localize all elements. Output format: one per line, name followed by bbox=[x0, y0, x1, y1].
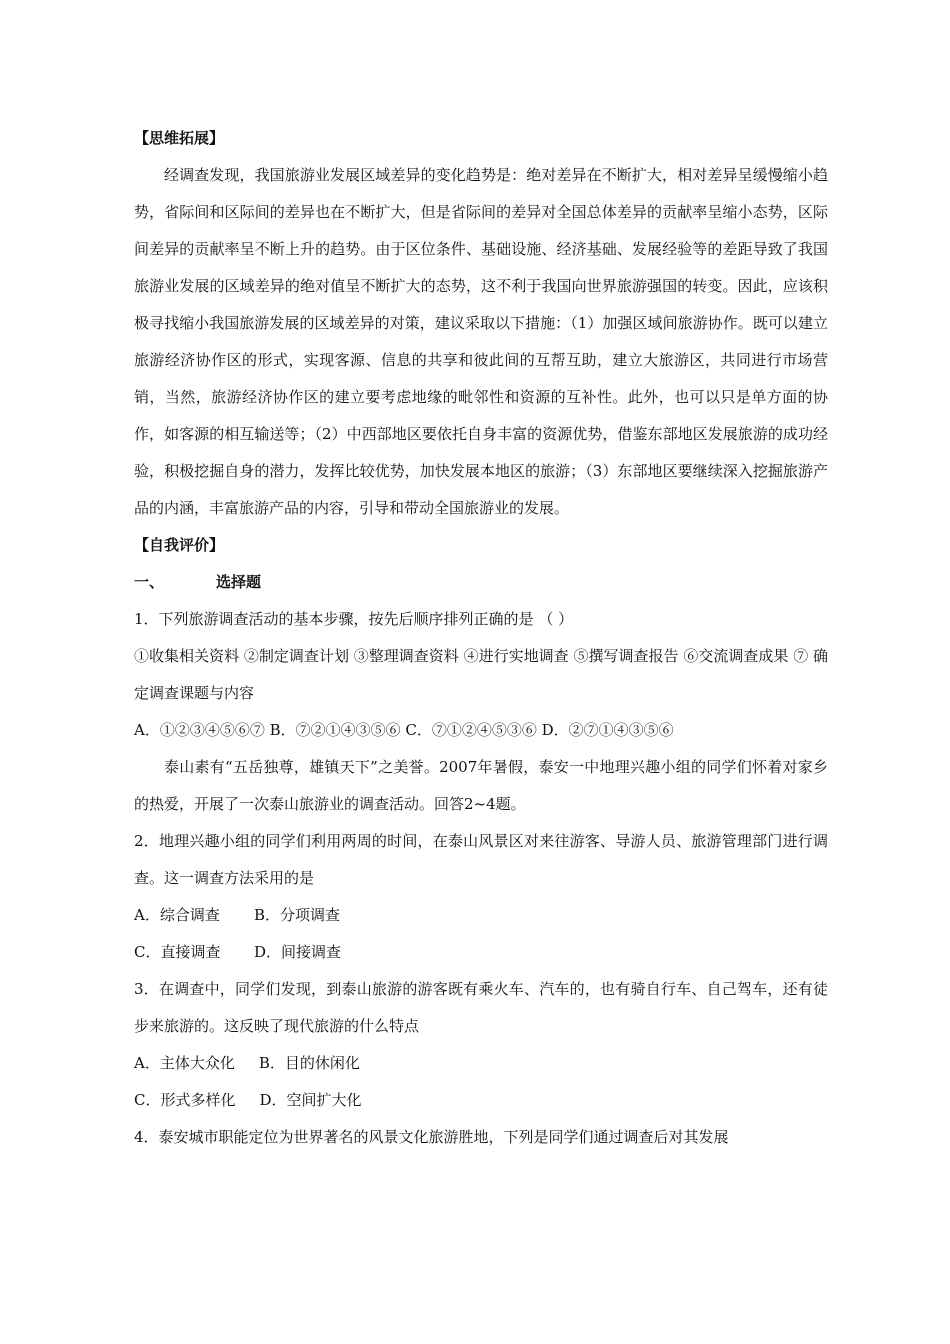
self-eval-heading: 【自我评价】 bbox=[134, 536, 225, 554]
q2-option-b: B．分项调查 bbox=[254, 906, 341, 924]
q1-steps: ①收集相关资料 ②制定调查计划 ③整理调查资料 ④进行实地调查 ⑤撰写调查报告 ⑥交流调查成果 ⑦ 确定调查课题与内容 bbox=[134, 647, 828, 702]
q3-options-row-1 bbox=[134, 1045, 828, 1082]
q3-options-row-2 bbox=[134, 1082, 828, 1119]
q3-option-a: A．主体大众化 bbox=[134, 1054, 235, 1072]
q2-stem: 2．地理兴趣小组的同学们利用两周的时间，在泰山风景区对来往游客、导游人员、旅游管理部门进行调查。这一调查方法采用的是 bbox=[134, 832, 828, 887]
q2-options-row-2 bbox=[134, 934, 828, 971]
q2-options-row-1 bbox=[134, 897, 828, 934]
section-number: 一、 bbox=[134, 573, 165, 591]
q3-option-c: C．形式多样化 bbox=[134, 1091, 236, 1109]
q2-option-a: A．综合调查 bbox=[134, 906, 220, 924]
section-title bbox=[134, 564, 828, 601]
context-paragraph: 泰山素有“五岳独尊，雄镇天下”之美誉。2007年暑假，泰安一中地理兴趣小组的同学们怀着对家乡的热爱，开展了一次泰山旅游业的调查活动。回答2~4题。 bbox=[134, 758, 828, 813]
q1-stem: 1．下列旅游调查活动的基本步骤，按先后顺序排列正确的是 （ ） bbox=[134, 610, 574, 628]
thinking-heading: 【思维拓展】 bbox=[134, 129, 225, 147]
q3-option-d: D．空间扩大化 bbox=[259, 1091, 362, 1109]
section-label: 选择题 bbox=[216, 573, 262, 591]
q2-option-d: D．间接调查 bbox=[254, 943, 342, 961]
q1-options: A．①②③④⑤⑥⑦ B．⑦②①④③⑤⑥ C．⑦①②④⑤③⑥ D．②⑦①④③⑤⑥ bbox=[134, 721, 674, 739]
q3-option-b: B．目的休闲化 bbox=[258, 1054, 360, 1072]
q3-stem: 3．在调查中，同学们发现，到泰山旅游的游客既有乘火车、汽车的，也有骑自行车、自己驾车，还有徒步来旅游的。这反映了现代旅游的什么特点 bbox=[134, 980, 828, 1035]
thinking-body: 经调查发现，我国旅游业发展区域差异的变化趋势是：绝对差异在不断扩大，相对差异呈缓慢缩小趋势，省际间和区际间的差异也在不断扩大，但是省际间的差异对全国总体差异的贡献率呈缩小态势，区际间差异的贡献率呈不断上升的趋势。由于区位条件、基础设施、经济基础、发展经验等的差距导致了我国旅游业发展的区域差异的绝对值呈不断扩大的态势，这不利于我国向世界旅游强国的转变。因此，应该积极寻找缩小我国旅游发展的区域差异的对策，建议采取以下措施：（1）加强区域间旅游协作。既可以建立旅游经济协作区的形式，实现客源、信息的共享和彼此间的互帮互助，建立大旅游区，共同进行市场营销，当然，旅游经济协作区的建立要考虑地缘的毗邻性和资源的互补性。此外，也可以只是单方面的协作，如客源的相互输送等；（2）中西部地区要依托自身丰富的资源优势，借鉴东部地区发展旅游的成功经验，积极挖掘自身的潜力，发挥比较优势，加快发展本地区的旅游；（3）东部地区要继续深入挖掘旅游产品的内涵，丰富旅游产品的内容，引导和带动全国旅游业的发展。 bbox=[134, 166, 828, 517]
q4-stem: 4．泰安城市职能定位为世界著名的风景文化旅游胜地，下列是同学们通过调查后对其发展 bbox=[134, 1128, 729, 1146]
document-page bbox=[134, 120, 828, 1156]
q2-option-c: C．直接调查 bbox=[134, 943, 221, 961]
